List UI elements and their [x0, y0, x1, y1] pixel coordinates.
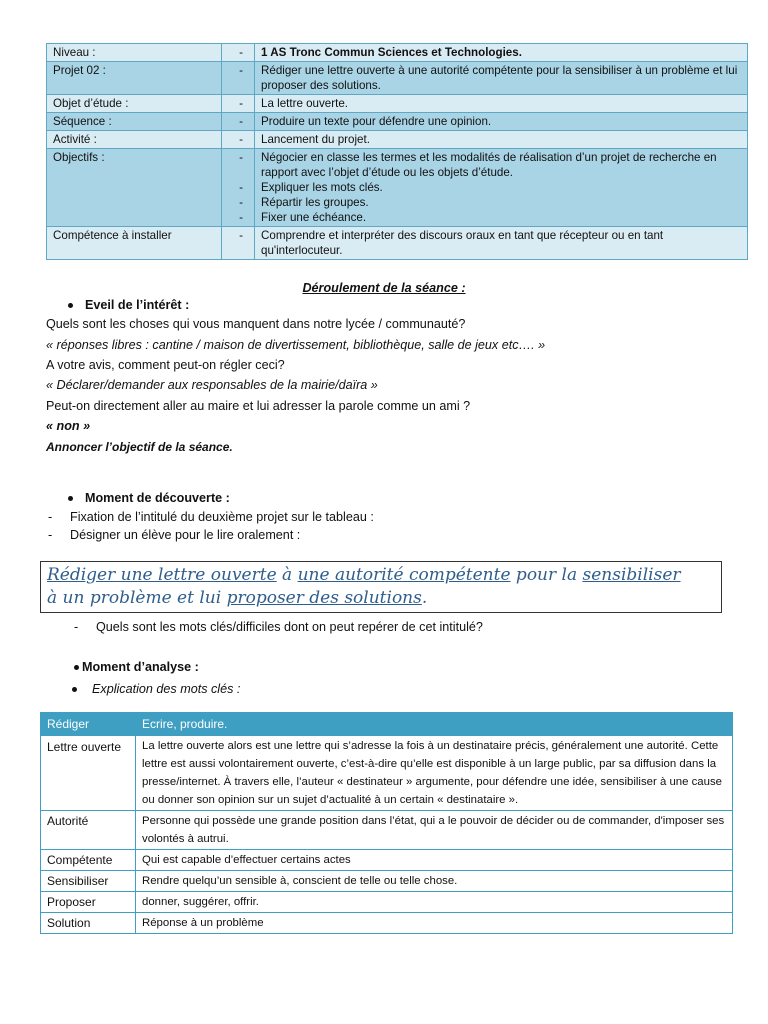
definition-term: Lettre ouverte: [41, 736, 136, 811]
info-row-sequence: [47, 113, 748, 131]
objective-item: Fixer une échéance.: [261, 211, 367, 224]
decouverte-heading: [68, 490, 230, 506]
info-label: Activité :: [47, 131, 222, 149]
info-row-activite: [47, 131, 748, 149]
definitions-header-row: [41, 713, 733, 736]
eveil-question-3: Peut-on directement aller au maire et lui adresser la parole comme un ami ?: [46, 399, 471, 413]
decouverte-item-text: Fixation de l’intitulé du deuxième projet sur le tableau :: [70, 510, 374, 524]
info-dash: -: [222, 95, 255, 113]
definition-text: La lettre ouverte alors est une lettre qui s’adresse la fois à un destinataire précis, généralement une autorité. Cette lettre est aussi volontairement ouverte, c’est-à-dire qu’elle est disponible à un large public, par sa diffusion dans la presse/internet. À travers elle, l’auteur « destinateur » argumente, pour défendre une idée, sensibiliser à une cause ou donner son opinion sur un sujet d’actualité à un certain « destinataire ».: [136, 736, 733, 811]
title-part: .: [421, 588, 428, 608]
objective-item: Négocier en classe les termes et les modalités de réalisation d’un projet de recherche en rapport avec l’objet d’étude ou les objets d’étude.: [261, 151, 717, 179]
definition-text: Réponse à un problème: [136, 913, 733, 934]
definition-text: Rendre quelqu’un sensible à, conscient de telle ou telle chose.: [136, 871, 733, 892]
keywords-question: - Quels sont les mots clés/difficiles dont on peut repérer de cet intitulé?: [74, 620, 483, 634]
bullet-icon: [68, 303, 73, 308]
keywords-question-text: Quels sont les mots clés/difficiles dont on peut repérer de cet intitulé?: [96, 620, 483, 634]
info-dash: -: [239, 181, 243, 194]
project-title-frame: [40, 561, 722, 613]
analyse-sub: [72, 681, 240, 697]
info-value: La lettre ouverte.: [255, 95, 748, 113]
decouverte-heading-text: Moment de découverte :: [85, 491, 230, 505]
analyse-heading-text: Moment d’analyse :: [82, 660, 199, 674]
info-row-niveau: [47, 44, 748, 62]
info-label: Objectifs :: [47, 149, 222, 227]
definition-text: donner, suggérer, offrir.: [136, 892, 733, 913]
eveil-heading: [68, 297, 189, 313]
objective-item: Expliquer les mots clés.: [261, 181, 383, 194]
eveil-question-2: A votre avis, comment peut-on régler ceci?: [46, 358, 285, 372]
definition-row: [41, 892, 733, 913]
info-dash: -: [222, 131, 255, 149]
analyse-sub-text: Explication des mots clés :: [92, 682, 241, 696]
decouverte-item: - Désigner un élève pour le lire oralement :: [48, 528, 301, 542]
definition-text: Qui est capable d’effectuer certains actes: [136, 850, 733, 871]
title-part: proposer des solutions: [226, 588, 422, 608]
title-part: une autorité compétente: [297, 565, 511, 585]
title-part: pour la: [510, 565, 583, 585]
info-dash: -: [222, 113, 255, 131]
eveil-answer-3: « non »: [46, 419, 91, 433]
eveil-answer-1: « réponses libres : cantine / maison de divertissement, bibliothèque, salle de jeux etc…. »: [46, 338, 546, 352]
eveil-answer-2: « Déclarer/demander aux responsables de la mairie/daïra »: [46, 378, 378, 392]
section-title: Déroulement de la séance :: [302, 281, 466, 295]
info-row-objet: [47, 95, 748, 113]
eveil-note: Annoncer l’objectif de la séance.: [46, 440, 233, 454]
info-value: Lancement du projet.: [255, 131, 748, 149]
definitions-header-term: Rédiger: [41, 713, 136, 736]
info-dash: -: [239, 211, 243, 224]
definition-row: [41, 850, 733, 871]
definition-row: [41, 871, 733, 892]
bullet-icon: [68, 496, 73, 501]
info-dash: [222, 149, 255, 227]
info-value: Rédiger une lettre ouverte à une autorité compétente pour la sensibiliser à un problème et lui proposer des solutions.: [255, 62, 748, 95]
info-label: Séquence :: [47, 113, 222, 131]
decouverte-item-text: Désigner un élève pour le lire oralement :: [70, 528, 301, 542]
info-row-objectifs: [47, 149, 748, 227]
info-value: Produire un texte pour défendre une opinion.: [255, 113, 748, 131]
definition-term: Compétente: [41, 850, 136, 871]
info-dash: -: [239, 151, 243, 164]
info-label: Niveau :: [47, 44, 222, 62]
definition-term: Autorité: [41, 811, 136, 850]
title-part: Rédiger une lettre ouverte: [47, 565, 277, 585]
bullet-icon: [72, 687, 77, 692]
title-part: à un problème et lui: [47, 588, 227, 608]
decouverte-item: - Fixation de l’intitulé du deuxième projet sur le tableau :: [48, 510, 374, 524]
definition-term: Sensibiliser: [41, 871, 136, 892]
info-value: 1 AS Tronc Commun Sciences et Technologies.: [255, 44, 748, 62]
objective-item: Répartir les groupes.: [261, 196, 369, 209]
definition-row: [41, 736, 733, 811]
title-part: sensibiliser: [582, 565, 681, 585]
info-dash: -: [239, 196, 243, 209]
definition-text: Personne qui possède une grande position dans l’état, qui a le pouvoir de décider ou de commander, d'imposer ses volontés à autrui.: [136, 811, 733, 850]
lesson-info-table: [46, 43, 748, 260]
info-label: Objet d’étude :: [47, 95, 222, 113]
definition-term: Proposer: [41, 892, 136, 913]
title-part: à: [276, 565, 298, 585]
definition-row: [41, 811, 733, 850]
definitions-table: [40, 712, 733, 934]
info-dash: -: [222, 44, 255, 62]
analyse-heading: [74, 659, 199, 675]
info-label: Compétence à installer: [47, 227, 222, 260]
info-dash: -: [222, 227, 255, 260]
definitions-header-def: Ecrire, produire.: [136, 713, 733, 736]
info-row-projet: [47, 62, 748, 95]
definition-row: [41, 913, 733, 934]
info-row-competence: [47, 227, 748, 260]
eveil-question-1: Quels sont les choses qui vous manquent dans notre lycée / communauté?: [46, 317, 466, 331]
bullet-icon: [74, 665, 79, 670]
definition-term: Solution: [41, 913, 136, 934]
info-value: Comprendre et interpréter des discours oraux en tant que récepteur ou en tant qu'interlocuteur.: [255, 227, 748, 260]
info-label: Projet 02 :: [47, 62, 222, 95]
eveil-heading-text: Eveil de l’intérêt :: [85, 298, 190, 312]
info-value-list: [255, 149, 748, 227]
info-dash: -: [222, 62, 255, 95]
